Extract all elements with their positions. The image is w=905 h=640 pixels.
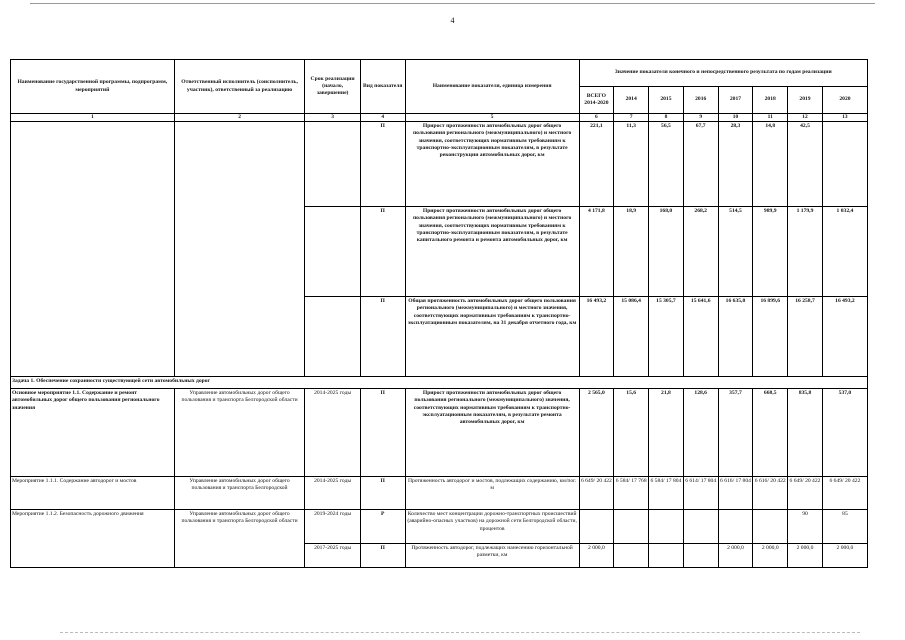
column-number: 11 [753, 114, 788, 122]
executor-cell: Управление автомобильных дорог общего пользования и транспорта Белгородской области [174, 389, 305, 477]
value-cell: 15 641,6 [683, 297, 718, 377]
value-cell: 18,9 [614, 207, 649, 297]
header-executor: Ответственный исполнитель (соисполнитель, участник), ответственный за реализацию [174, 60, 305, 114]
column-number: 12 [788, 114, 823, 122]
value-cell: 6 614/ 17 804 [683, 477, 718, 510]
value-cell: 168,0 [649, 207, 684, 297]
value-cell: 16 493,2 [822, 297, 867, 377]
header-values-group: Значение показателя конечного и непосредственного результата по годам реализации [579, 60, 867, 87]
program-cell [11, 122, 175, 377]
task-row [11, 377, 868, 389]
program-cell: Мероприятие 1.1.2. Безопасность дорожного движения [11, 510, 175, 568]
value-cell: 42,5 [788, 122, 823, 207]
value-cell: 128,6 [683, 389, 718, 477]
value-cell: 6 584/ 17 768 [614, 477, 649, 510]
table-row [11, 122, 868, 207]
value-cell: 67,7 [683, 122, 718, 207]
type-cell: П [360, 544, 405, 568]
value-cell: 90 [788, 510, 823, 544]
table-row [11, 389, 868, 477]
period-cell [305, 297, 360, 377]
column-number: 1 [11, 114, 175, 122]
value-cell [683, 510, 718, 544]
task-heading: Задача 1. Обеспечение сохранности существующей сети автомобильных дорог [11, 377, 868, 389]
period-cell [305, 207, 360, 297]
value-cell: 221,1 [579, 122, 614, 207]
value-cell: 6 649/ 20 422 [579, 477, 614, 510]
type-cell: П [360, 297, 405, 377]
executor-cell: Управление автомобильных дорог общего пользования и транспорта Белгородской [174, 477, 305, 510]
value-cell [718, 510, 753, 544]
value-cell: 1 032,4 [822, 207, 867, 297]
value-cell: 537,0 [822, 389, 867, 477]
value-cell: 2 000,0 [753, 544, 788, 568]
period-cell: 2017-2025 годы [305, 544, 360, 568]
value-cell [753, 510, 788, 544]
value-cell [579, 510, 614, 544]
type-cell: Р [360, 510, 405, 544]
value-cell [649, 544, 684, 568]
table-row [11, 477, 868, 510]
value-cell: 668,5 [753, 389, 788, 477]
value-cell [614, 510, 649, 544]
type-cell: П [360, 389, 405, 477]
period-cell: 2014-2025 годы [305, 477, 360, 510]
period-cell [305, 122, 360, 207]
indicator-cell: Протяженность автодорог, подлежащих нанесению горизонтальной разметки, км [405, 544, 579, 568]
value-cell: 16 635,0 [718, 297, 753, 377]
header-type: Вид показателя [360, 60, 405, 114]
header-year: 2017 [718, 87, 753, 114]
value-cell: 15 086,4 [614, 297, 649, 377]
indicator-cell: Прирост протяженности автомобильных дорог общего пользования регионального (межмуниципального) и местного значения, соответствующих нормативным требованиям к транспортно-эксплуатационным показателям, в результате реконструкции автомобильных дорог, км [405, 122, 579, 207]
value-cell: 16 899,6 [753, 297, 788, 377]
type-cell: П [360, 207, 405, 297]
column-number: 5 [405, 114, 579, 122]
column-number: 13 [822, 114, 867, 122]
column-number-row [11, 114, 868, 122]
value-cell: 16 258,7 [788, 297, 823, 377]
indicator-cell: Количество мест концентрации дорожно-транспортных происшествий (аварийно-опасных участков) на дорожной сети Белгородской области, процентов [405, 510, 579, 544]
value-cell: 16 493,2 [579, 297, 614, 377]
column-number: 3 [305, 114, 360, 122]
period-cell: 2019-2024 годы [305, 510, 360, 544]
value-cell: 4 171,8 [579, 207, 614, 297]
value-cell: 2 000,0 [822, 544, 867, 568]
value-cell: 15 305,7 [649, 297, 684, 377]
header-indicator: Наименование показателя, единица измерения [405, 60, 579, 114]
indicator-table [10, 59, 868, 568]
header-total: ВСЕГО 2014-2020 [579, 87, 614, 114]
value-cell: 2 000,0 [788, 544, 823, 568]
column-number: 4 [360, 114, 405, 122]
indicator-cell: Общая протяженность автомобильных дорог общего пользования регионального (межмуниципального) и местного значения, соответствующих нормативным требованиям к транспортно-эксплуатационным показателям, на 31 декабря отчетного года, км [405, 297, 579, 377]
header-period: Срок реализации (начало, завершение) [305, 60, 360, 114]
value-cell: 21,8 [649, 389, 684, 477]
column-number: 6 [579, 114, 614, 122]
indicator-cell: Прирост протяженности автомобильных дорог общего пользования регионального (межмуниципального) и местного значения, соответствующих нормативным требованиям к транспортно-эксплуатационным показателям, в результате капитального ремонта и ремонта автомобильных дорог, км [405, 207, 579, 297]
table-row [11, 510, 868, 544]
value-cell: 6 616/ 20 422 [753, 477, 788, 510]
value-cell: 56,5 [649, 122, 684, 207]
value-cell: 2 565,0 [579, 389, 614, 477]
value-cell: 357,7 [718, 389, 753, 477]
value-cell: 14,8 [753, 122, 788, 207]
value-cell [649, 510, 684, 544]
value-cell: 989,9 [753, 207, 788, 297]
value-cell: 835,8 [788, 389, 823, 477]
type-cell: П [360, 477, 405, 510]
value-cell [822, 122, 867, 207]
column-number: 7 [614, 114, 649, 122]
value-cell [683, 544, 718, 568]
value-cell: 6 649/ 20 422 [822, 477, 867, 510]
header-year: 2018 [753, 87, 788, 114]
value-cell: 15,6 [614, 389, 649, 477]
header-program: Наименование государственной программы, подпрограмм, мероприятий [11, 60, 175, 114]
value-cell: 6 616/ 17 804 [718, 477, 753, 510]
executor-cell [174, 122, 305, 377]
executor-cell: Управление автомобильных дорог общего пользования и транспорта Белгородской области [174, 510, 305, 568]
program-cell: Основное мероприятие 1.1. Содержание и ремонт автомобильных дорог общего пользования регионального значения [11, 389, 175, 477]
column-number: 10 [718, 114, 753, 122]
indicator-cell: Протяженность автодорог и мостов, подлежащих содержанию, км/пог. м [405, 477, 579, 510]
value-cell: 2 000,0 [579, 544, 614, 568]
value-cell: 1 179,9 [788, 207, 823, 297]
header-year: 2014 [614, 87, 649, 114]
value-cell: 6 584/ 17 804 [649, 477, 684, 510]
value-cell: 28,3 [718, 122, 753, 207]
header-year: 2020 [822, 87, 867, 114]
header-year: 2019 [788, 87, 823, 114]
indicator-cell: Прирост протяженности автомобильных дорог общего пользования регионального (межмуниципального) значения, соответствующих нормативным требованиям к транспортно-эксплуатационным показателям, в результате ремонта автомобильных дорог, км [405, 389, 579, 477]
top-rule [30, 3, 875, 4]
value-cell: 11,3 [614, 122, 649, 207]
program-cell: Мероприятие 1.1.1. Содержание автодорог и мостов [11, 477, 175, 510]
value-cell: 6 649/ 20 422 [788, 477, 823, 510]
column-number: 2 [174, 114, 305, 122]
value-cell: 2 000,0 [718, 544, 753, 568]
period-cell: 2014-2025 годы [305, 389, 360, 477]
value-cell: 268,2 [683, 207, 718, 297]
value-cell: 85 [822, 510, 867, 544]
value-cell [614, 544, 649, 568]
column-number: 9 [683, 114, 718, 122]
type-cell: П [360, 122, 405, 207]
bottom-rule [60, 632, 860, 633]
column-number: 8 [649, 114, 684, 122]
value-cell: 514,5 [718, 207, 753, 297]
header-year: 2015 [649, 87, 684, 114]
page-number: 4 [450, 16, 455, 25]
header-year: 2016 [683, 87, 718, 114]
